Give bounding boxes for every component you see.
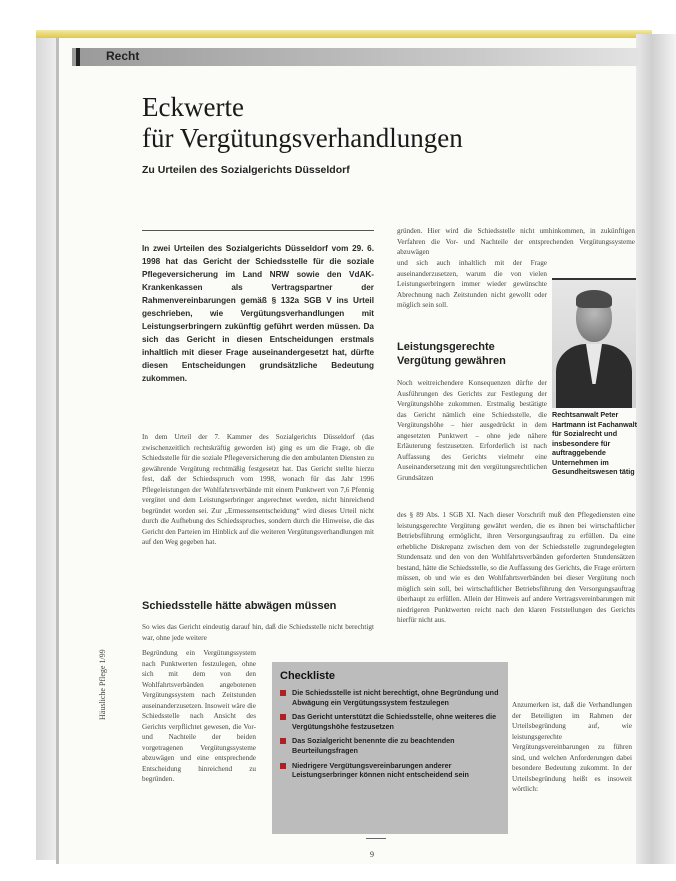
article-title	[142, 92, 463, 154]
body-paragraph-2b: Begründung ein Vergütungssystem nach Punktwerten festzulegen, ohne sich mit dem von den Wohlfahrtsverbänden angebotenen Vergütungssystem nach Zeitstunden auseinanderzusetzen. Insoweit wäre die Schiedsstelle nach Ansicht des Gerichts verpflichtet gewesen, die Vor- und Nachteile der beiden vorgetragenen Vergütungssysteme abzuwägen und eine entsprechende Entscheidung hinreichend zu begründen.	[142, 649, 256, 783]
page-right-edge	[636, 34, 676, 864]
checklist-box	[272, 662, 508, 834]
heading-schiedsstelle: Schiedsstelle hätte abwägen müssen	[142, 600, 337, 612]
lead-rule	[142, 230, 374, 231]
column2-paragraph-c: des § 89 Abs. 1 SGB XI. Nach dieser Vorschrift muß den Pflegediensten eine leistungsgerechte Vergütung gewährt werden, die es ihnen bei wirtschaftlicher Betriebsführung ermöglicht, ihren Versorgungsauftrag zu erfüllen. Da eine erhebliche Diskrepanz zwischen dem von der Schiedsstelle zugrundegelegten Stundensatz und den von den Wohlfahrtsverbänden geforderten Stundensätzen bestand, hätte die Schiedsstelle, so die Auffassung des Gerichts, die Frage erörtern müssen, ob und wie es den Wohlfahrtsverbänden bei dieser Vergütung noch möglich sein soll, bei wirtschaftlicher Betriebsführung den Versorgungsauftrag überhaupt zu erfüllen. Allein der Hinweis auf andere Vertragsvereinbarungen mit niedrigeren Punktwerten reicht nach den klaren Feststellungen des Gerichts hierfür nicht aus.	[397, 511, 635, 624]
checklist-item	[280, 712, 502, 731]
section-header-bar	[72, 48, 640, 66]
bullet-square-icon	[280, 738, 286, 744]
body-paragraph-1: In dem Urteil der 7. Kammer des Sozialgerichts Düsseldorf (das zwischenzeitlich rechtskräftig geworden ist) ging es um die Frage, ob die Schiedsstelle für die soziale Pflegeversicherung die den ambulanten Diensten zu gewährende Vergütung rechtmäßig festgesetzt hat. Das Gericht stellte hierzu fest, daß der Schiedsspruch vom 1998, wonach für das Jahr 1996 Pflegeleistungen der Wohlfahrtsverbände mit einem Punktwert von 7,6 Pfennig vergütet und dem Leistungserbringer angerechnet werden, nicht hinreichend begründet worden sei. Zur „Ermessensentscheidung“ wird dieses Urteil nicht durch die Aufhebung des Schiedsspruches, sondern durch die Hinweise, die das Gericht den Parteien im Hinblick auf die weiteren Vergütungsverhandlungen mit auf den Weg gegeben hat.	[142, 433, 374, 546]
column2-paragraph-d: Anzumerken ist, daß die Verhandlungen der Beteiligten im Rahmen der Urteilsbegründung auf, wie leistungsgerechte Vergütungsvereinbarungen zu führen sind, und welchen Anforderungen dabei besondere Bedeutung zukommt. In der Urteilsbegründung heißt es insoweit wörtlich:	[512, 701, 632, 793]
checklist-item-text: Das Gericht unterstützt die Schiedsstelle, ohne weiteres die Vergütungshöhe festzusetzen	[292, 712, 497, 731]
checklist-item-text: Die Schiedsstelle ist nicht berechtigt, ohne Begründung und Abwägung ein Vergütungssystem festzulegen	[292, 688, 499, 707]
author-photo	[552, 278, 636, 408]
checklist-list	[280, 688, 502, 785]
checklist-item	[280, 736, 502, 755]
title-line-1: Eckwerte	[142, 92, 244, 122]
column2-top-text: gründen. Hier wird die Schiedsstelle nicht umhinkommen, in zukünftigen Verfahren die Vor- und Nachteile der entsprechenden Vergütungssysteme abzuwägen	[397, 227, 635, 256]
column2-paragraph-b: Noch weitreichendere Konsequenzen dürfte der Ausführungen des Gerichts zur Festlegung der Vergütungshöhe zukommen. Erstmalig bestätigte das Gericht nämlich eine Schiedsstelle, die Vergütungshöhe – hier ausgedrückt in dem angesetzten Punktwert – ohne jede nähere Erläuterung festzusetzen. Erforderlich ist nach Auffassung des Gerichts vielmehr eine Auseinandersetzung mit den vergütungsrechtlichen Grundsätzen	[397, 379, 547, 482]
bullet-square-icon	[280, 714, 286, 720]
checklist-title: Checkliste	[280, 670, 336, 682]
checklist-item	[280, 761, 502, 780]
article-subtitle: Zu Urteilen des Sozialgerichts Düsseldorf	[142, 164, 350, 176]
checklist-item	[280, 688, 502, 707]
checklist-item-text: Niedrigere Vergütungsvereinbarungen anderer Leistungserbringer können nicht entscheidend sein	[292, 760, 469, 780]
bullet-square-icon	[280, 690, 286, 696]
page-number: 9	[370, 850, 374, 859]
page-top-edge	[36, 30, 652, 38]
lead-paragraph: In zwei Urteilen des Sozialgerichts Düsseldorf vom 29. 6. 1998 hat das Gericht der Schiedsstelle für die soziale Pflegeversicherung im Land NRW sowie den VdAK-Krankenkassen als Vertragspartner der Rahmenvereinbarungen gemäß § 132a SGB V ins Urteil geschrieben, wie Vergütungsverhandlungen mit Leistungserbringern zukünftig geführt werden müssen. Da sich das Gericht in diesen Entscheidungen erstmals inhaltlich mit dieser Frage auseinandergesetzt hat, dürfte diesen Entscheidungen grundsätzliche Bedeutung zukommen.	[142, 244, 374, 383]
page-spine-shadow	[36, 30, 58, 860]
title-line-2: für Vergütungsverhandlungen	[142, 123, 463, 153]
magazine-issue-label: Häusliche Pflege 1/99	[98, 649, 107, 720]
photo-hair	[576, 290, 612, 308]
column2-paragraph-a: und sich auch inhaltlich mit der Frage auseinanderzusetzen, warum die von vielen Leistungserbringern immer wieder gewünschte Abrechnung nach Zeitstunden nicht gewollt oder möglich sein soll.	[397, 259, 547, 309]
body-paragraph-2: So wies das Gericht eindeutig darauf hin, daß die Schiedsstelle nicht berechtigt war, ohne jede weitere	[142, 623, 374, 642]
section-marker	[76, 48, 80, 66]
heading-leistungsgerecht: Leistungsgerechte Vergütung gewähren	[397, 341, 506, 367]
photo-caption: Rechtsanwalt Peter Hartmann ist Fachanwalt für Sozialrecht und insbesondere für auftraggebende Unternehmen im Gesundheitswesen tätig	[552, 410, 638, 476]
section-label: Recht	[106, 49, 140, 63]
page-number-rule	[366, 838, 386, 839]
checklist-item-text: Das Sozialgericht benennte die zu beachtenden Beurteilungsfragen	[292, 736, 455, 755]
bullet-square-icon	[280, 763, 286, 769]
